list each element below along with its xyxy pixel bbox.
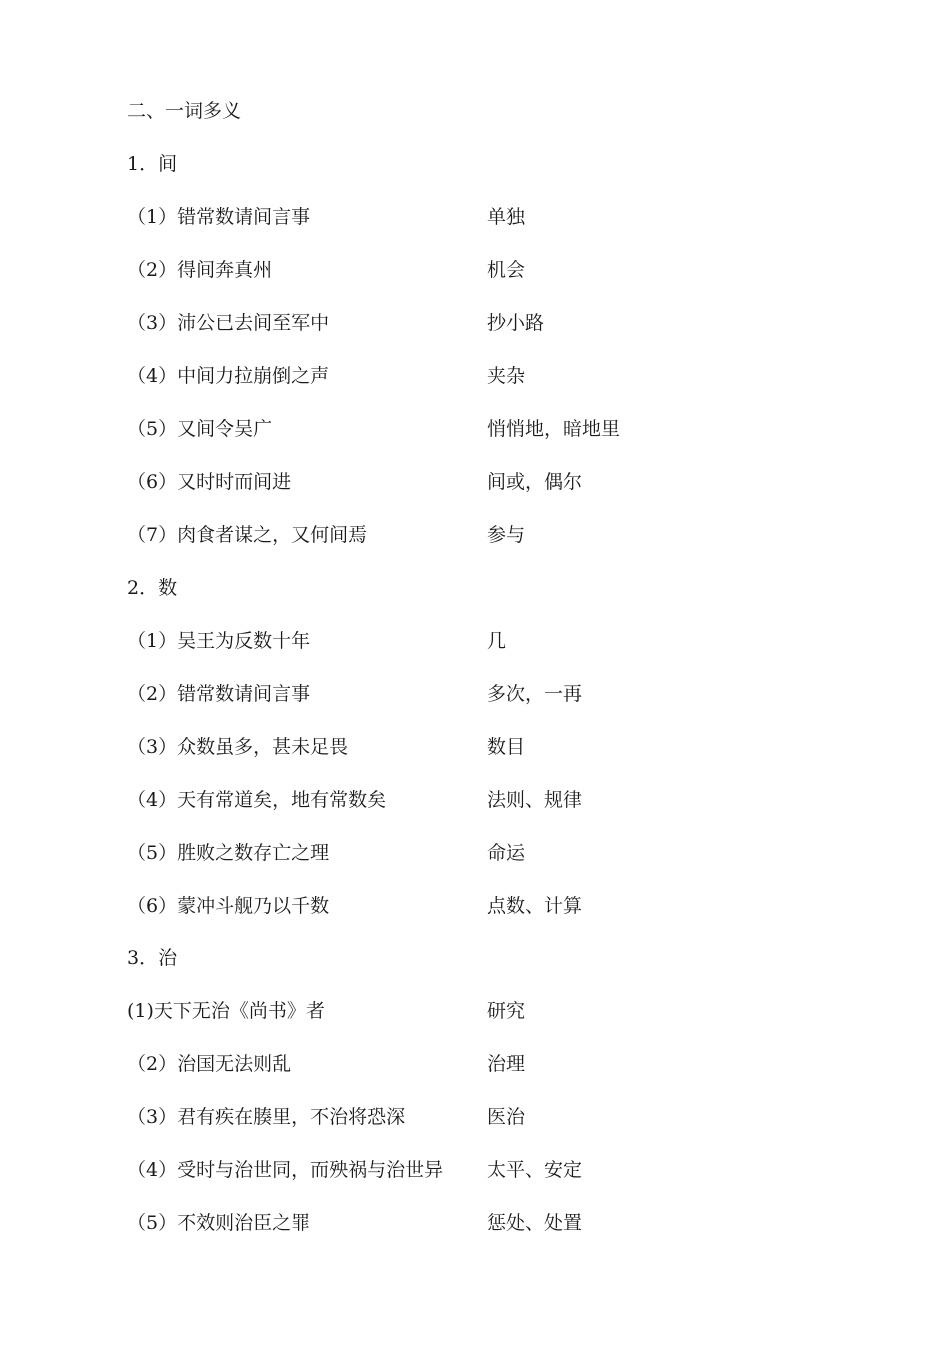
entry-row (0, 364, 950, 417)
entry-meaning: 间或，偶尔 (487, 471, 583, 493)
entry-row (0, 629, 950, 682)
entry-meaning: 抄小路 (487, 312, 545, 334)
entry-phrase: （2）治国无法则乱 (127, 1053, 292, 1075)
entry-row (0, 682, 950, 735)
group-heading-row (0, 946, 950, 999)
entry-phrase: （1）错常数请间言事 (127, 206, 311, 228)
entry-phrase: （4）天有常道矣，地有常数矣 (127, 789, 387, 811)
entry-row (0, 417, 950, 470)
entry-phrase: （4）受时与治世同，而殃祸与治世异 (127, 1159, 444, 1181)
group-heading: 2．数 (127, 577, 178, 599)
section-title: 二、一词多义 (127, 100, 242, 122)
entry-meaning: 几 (487, 630, 507, 652)
entry-row (0, 1052, 950, 1105)
entry-row (0, 311, 950, 364)
entry-row (0, 894, 950, 947)
entry-row (0, 788, 950, 841)
section-title-row (0, 99, 950, 152)
entry-phrase: （5）又间令吴广 (127, 418, 273, 440)
entry-row (0, 258, 950, 311)
entry-phrase: （3）君有疾在腠里，不治将恐深 (127, 1106, 406, 1128)
entry-row (0, 999, 950, 1052)
entry-meaning: 点数、计算 (487, 895, 583, 917)
entry-meaning: 机会 (487, 259, 526, 281)
entry-row (0, 841, 950, 894)
entry-row (0, 205, 950, 258)
entry-meaning: 惩处、处置 (487, 1212, 583, 1234)
entry-phrase: （2）得间奔真州 (127, 259, 273, 281)
entry-phrase: （7）肉食者谋之，又何间焉 (127, 524, 368, 546)
entry-phrase: （3）沛公已去间至军中 (127, 312, 330, 334)
entry-phrase: （3）众数虽多，甚未足畏 (127, 736, 349, 758)
entry-row (0, 470, 950, 523)
entry-meaning: 悄悄地，暗地里 (487, 418, 621, 440)
entry-meaning: 法则、规律 (487, 789, 583, 811)
entry-meaning: 数目 (487, 736, 526, 758)
entry-phrase: （2）错常数请间言事 (127, 683, 311, 705)
entry-row (0, 1105, 950, 1158)
entry-meaning: 多次，一再 (487, 683, 583, 705)
entry-phrase: （4）中间力拉崩倒之声 (127, 365, 330, 387)
entry-meaning: 医治 (487, 1106, 526, 1128)
entry-phrase: (1)天下无治《尚书》者 (127, 1000, 325, 1022)
group-heading: 1．间 (127, 153, 178, 175)
group-heading-row (0, 152, 950, 205)
entry-phrase: （5）不效则治臣之罪 (127, 1212, 311, 1234)
entry-row (0, 735, 950, 788)
entry-meaning: 治理 (487, 1053, 526, 1075)
entry-row (0, 1158, 950, 1211)
entry-meaning: 参与 (487, 524, 526, 546)
entry-phrase: （6）蒙冲斗舰乃以千数 (127, 895, 330, 917)
group-heading-row (0, 576, 950, 629)
entry-phrase: （1）吴王为反数十年 (127, 630, 311, 652)
entry-row (0, 1211, 950, 1264)
entry-meaning: 太平、安定 (487, 1159, 583, 1181)
entry-meaning: 夹杂 (487, 365, 526, 387)
entry-meaning: 单独 (487, 206, 526, 228)
group-heading: 3．治 (127, 947, 178, 969)
entry-meaning: 研究 (487, 1000, 526, 1022)
entry-phrase: （6）又时时而间进 (127, 471, 292, 493)
entry-row (0, 523, 950, 576)
entry-meaning: 命运 (487, 842, 526, 864)
entry-phrase: （5）胜败之数存亡之理 (127, 842, 330, 864)
